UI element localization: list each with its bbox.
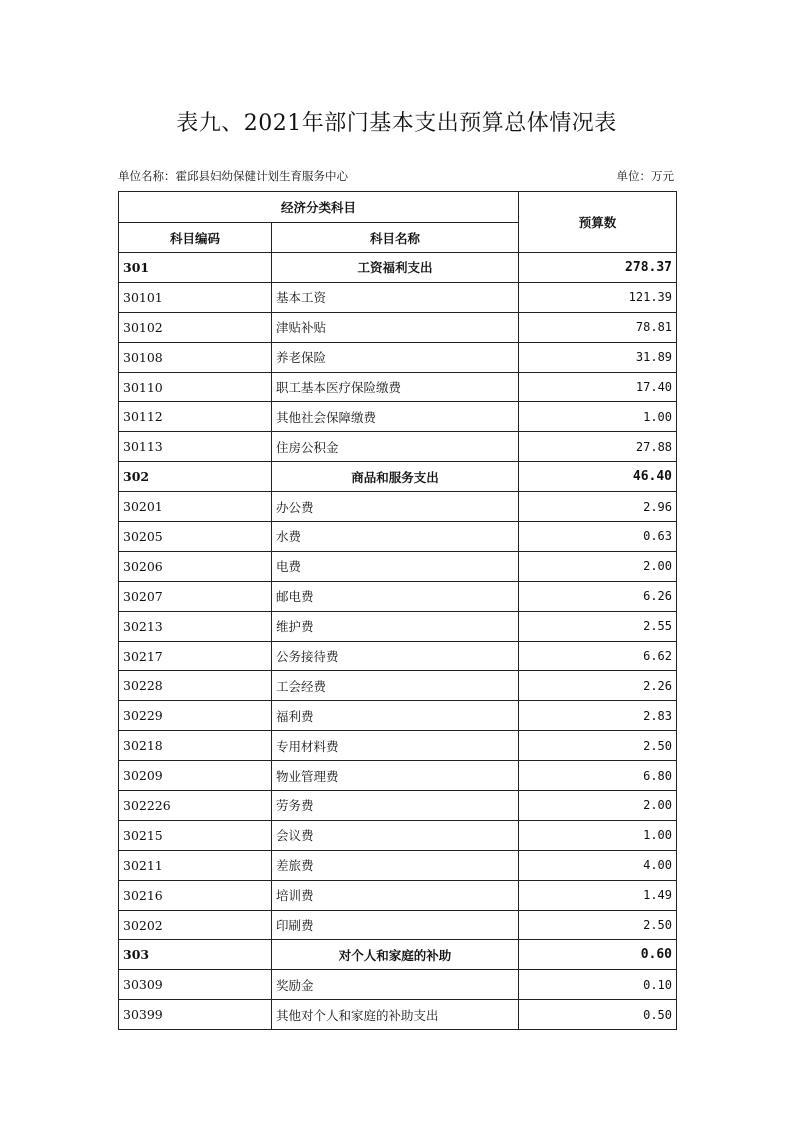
category-row [119, 462, 677, 492]
cell-value: 278.37 [519, 253, 677, 283]
cell-value: 2.96 [519, 492, 677, 522]
table-row [119, 551, 677, 581]
cell-value: 0.10 [519, 970, 677, 1000]
cell-name: 专用材料费 [272, 731, 519, 761]
cell-value: 6.62 [519, 641, 677, 671]
table-row [119, 402, 677, 432]
table-body [119, 253, 677, 1030]
cell-value: 2.55 [519, 611, 677, 641]
cell-name: 办公费 [272, 492, 519, 522]
cell-code: 30108 [119, 342, 272, 372]
page-title: 表九、2021年部门基本支出预算总体情况表 [176, 111, 617, 136]
cell-name: 物业管理费 [272, 761, 519, 791]
cell-value: 46.40 [519, 462, 677, 492]
header-econ-class: 经济分类科目 [119, 192, 519, 223]
meta-line [118, 168, 674, 184]
cell-code: 30218 [119, 731, 272, 761]
category-row [119, 940, 677, 970]
cell-code: 30207 [119, 581, 272, 611]
cell-code: 30216 [119, 880, 272, 910]
cell-code: 30211 [119, 850, 272, 880]
table-row [119, 611, 677, 641]
table-row [119, 970, 677, 1000]
table-row [119, 761, 677, 791]
cell-name: 工资福利支出 [272, 253, 519, 283]
cell-name: 商品和服务支出 [272, 462, 519, 492]
table-row [119, 432, 677, 462]
cell-name: 公务接待费 [272, 641, 519, 671]
cell-code: 30209 [119, 761, 272, 791]
table-row [119, 492, 677, 522]
cell-value: 78.81 [519, 312, 677, 342]
cell-code: 301 [119, 253, 272, 283]
cell-name: 水费 [272, 522, 519, 552]
unit-name: 单位名称：霍邱县妇幼保健计划生育服务中心 [118, 169, 348, 183]
header-name: 科目名称 [272, 223, 519, 253]
cell-code: 303 [119, 940, 272, 970]
cell-code: 30228 [119, 671, 272, 701]
cell-name: 劳务费 [272, 791, 519, 821]
cell-value: 1.49 [519, 880, 677, 910]
cell-name: 电费 [272, 551, 519, 581]
cell-name: 会议费 [272, 820, 519, 850]
cell-name: 维护费 [272, 611, 519, 641]
table-row [119, 910, 677, 940]
table-row [119, 731, 677, 761]
cell-name: 奖励金 [272, 970, 519, 1000]
cell-name: 培训费 [272, 880, 519, 910]
cell-code: 302 [119, 462, 272, 492]
table-row [119, 641, 677, 671]
cell-code: 30217 [119, 641, 272, 671]
cell-name: 对个人和家庭的补助 [272, 940, 519, 970]
table-row [119, 880, 677, 910]
cell-value: 6.80 [519, 761, 677, 791]
cell-code: 30213 [119, 611, 272, 641]
table-row [119, 372, 677, 402]
cell-code: 30102 [119, 312, 272, 342]
header-code: 科目编码 [119, 223, 272, 253]
table-row [119, 820, 677, 850]
cell-name: 福利费 [272, 701, 519, 731]
cell-code: 30202 [119, 910, 272, 940]
cell-name: 津贴补贴 [272, 312, 519, 342]
cell-value: 2.26 [519, 671, 677, 701]
table-row [119, 701, 677, 731]
table-row [119, 671, 677, 701]
cell-value: 31.89 [519, 342, 677, 372]
cell-value: 2.50 [519, 910, 677, 940]
cell-value: 0.60 [519, 940, 677, 970]
cell-value: 121.39 [519, 282, 677, 312]
cell-value: 2.00 [519, 551, 677, 581]
cell-name: 职工基本医疗保险缴费 [272, 372, 519, 402]
table-row [119, 282, 677, 312]
cell-name: 印刷费 [272, 910, 519, 940]
cell-name: 养老保险 [272, 342, 519, 372]
cell-code: 30113 [119, 432, 272, 462]
cell-code: 30309 [119, 970, 272, 1000]
cell-name: 差旅费 [272, 850, 519, 880]
cell-name: 其他对个人和家庭的补助支出 [272, 1000, 519, 1030]
currency-unit: 单位：万元 [616, 169, 674, 183]
cell-value: 2.00 [519, 791, 677, 821]
cell-value: 2.83 [519, 701, 677, 731]
table-row [119, 850, 677, 880]
cell-value: 4.00 [519, 850, 677, 880]
cell-code: 30399 [119, 1000, 272, 1030]
cell-code: 30101 [119, 282, 272, 312]
cell-code: 30229 [119, 701, 272, 731]
cell-value: 0.50 [519, 1000, 677, 1030]
cell-value: 0.63 [519, 522, 677, 552]
cell-code: 30110 [119, 372, 272, 402]
table-row [119, 791, 677, 821]
cell-name: 住房公积金 [272, 432, 519, 462]
table-row [119, 1000, 677, 1030]
cell-value: 6.26 [519, 581, 677, 611]
cell-code: 30206 [119, 551, 272, 581]
cell-name: 邮电费 [272, 581, 519, 611]
table-row [119, 581, 677, 611]
budget-table [118, 191, 677, 1030]
cell-code: 30201 [119, 492, 272, 522]
category-row [119, 253, 677, 283]
cell-value: 27.88 [519, 432, 677, 462]
cell-value: 1.00 [519, 820, 677, 850]
cell-code: 30112 [119, 402, 272, 432]
cell-code: 30205 [119, 522, 272, 552]
table-row [119, 522, 677, 552]
table-row [119, 342, 677, 372]
cell-code: 30215 [119, 820, 272, 850]
header-budget: 预算数 [519, 192, 677, 253]
cell-value: 17.40 [519, 372, 677, 402]
table-row [119, 312, 677, 342]
cell-name: 基本工资 [272, 282, 519, 312]
cell-name: 工会经费 [272, 671, 519, 701]
cell-code: 302226 [119, 791, 272, 821]
cell-value: 2.50 [519, 731, 677, 761]
cell-name: 其他社会保障缴费 [272, 402, 519, 432]
cell-value: 1.00 [519, 402, 677, 432]
